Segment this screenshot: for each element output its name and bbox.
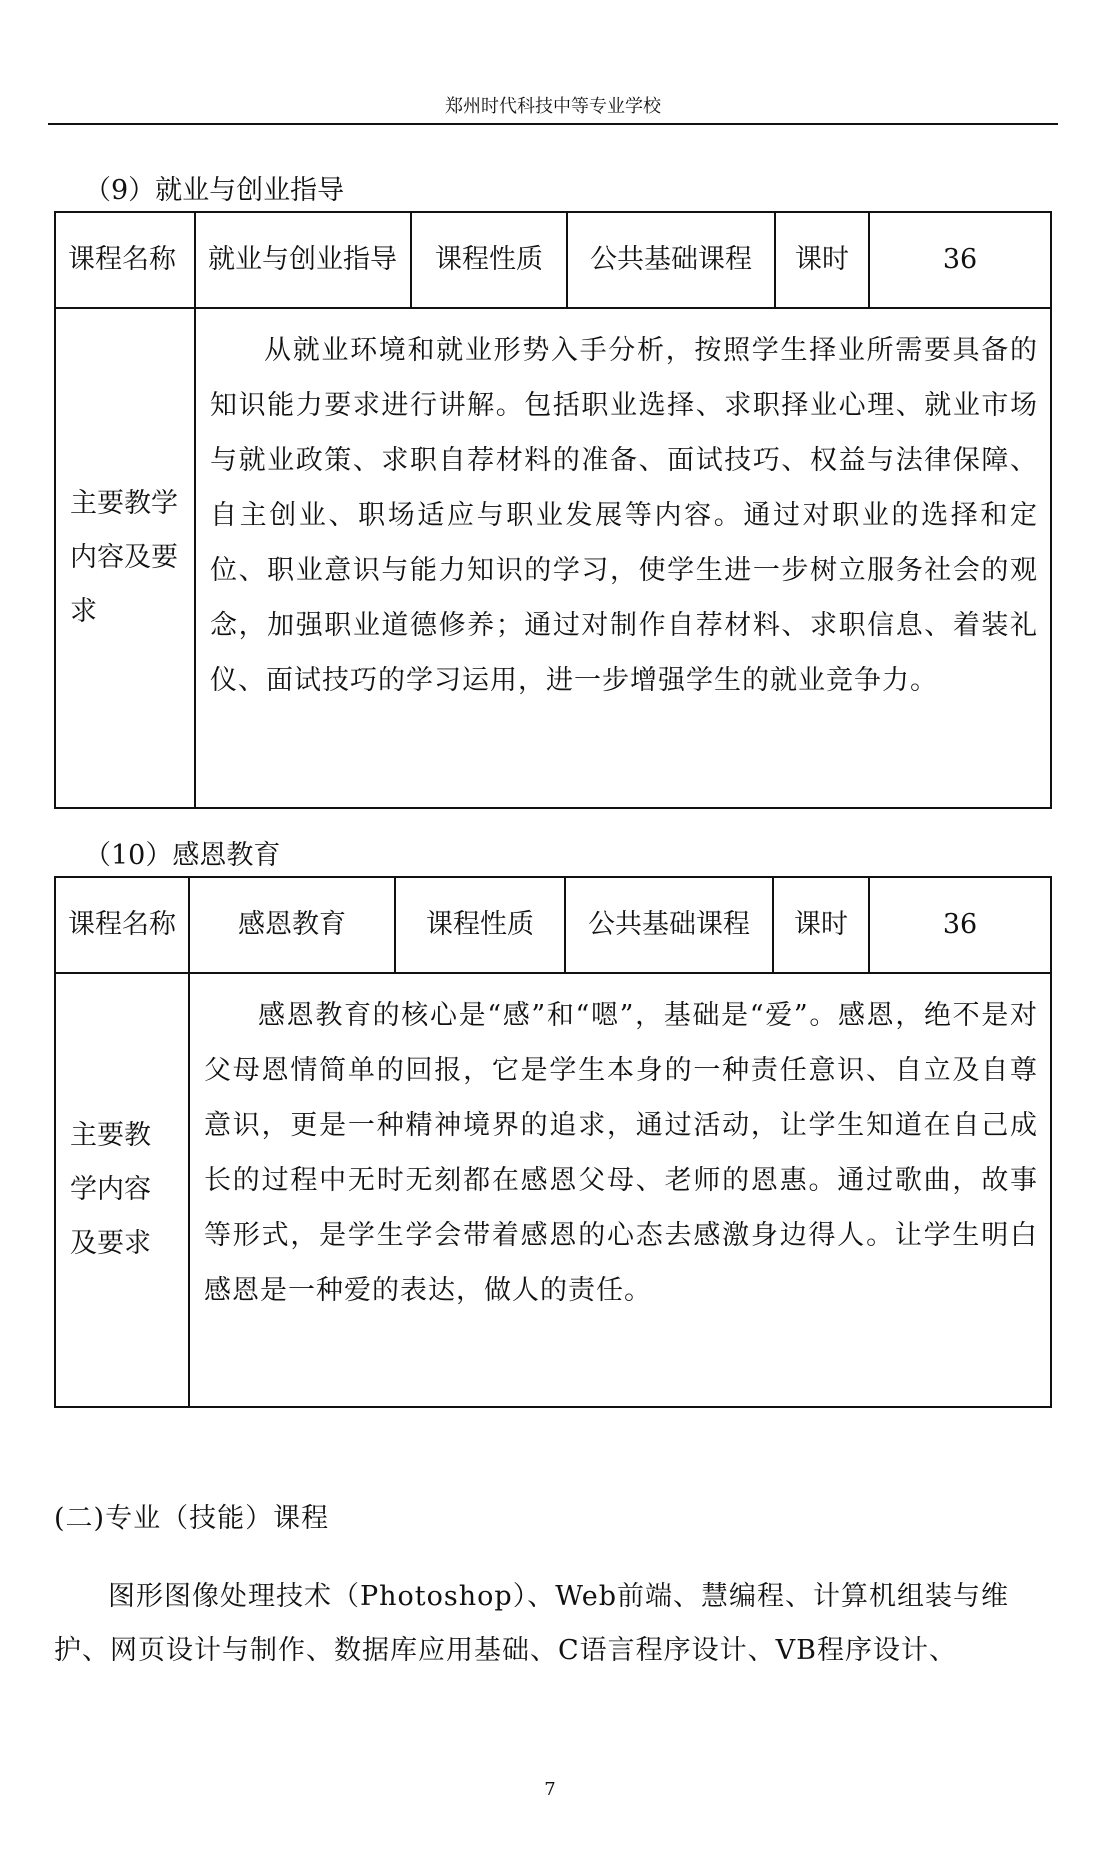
course-nature-value: 公共基础课程 xyxy=(567,212,775,308)
content-text: 感恩教育的核心是“感”和“嗯”，基础是“爱”。感恩，绝不是对父母恩情简单的回报，它是学生本身的一种责任意识、自立及自尊意识，更是一种精神境界的追求，通过活动，让学生知道在自己成长的过程中无时无刻都在感恩父母、老师的恩惠。通过歌曲，故事等形式，是学生学会带着感恩的心态去感激身边得人。让学生明白感恩是一种爱的表达，做人的责任。 xyxy=(189,973,1051,1407)
course-name-value: 就业与创业指导 xyxy=(195,212,411,308)
course-9-title: （9）就业与创业指导 xyxy=(84,175,345,206)
course-nature-value: 公共基础课程 xyxy=(565,877,773,973)
section-2-paragraph: 图形图像处理技术（Photoshop）、Web前端、慧编程、计算机组装与维护、网页设计与制作、数据库应用基础、C语言程序设计、VB程序设计、 xyxy=(54,1581,1010,1666)
content-text: 从就业环境和就业形势入手分析，按照学生择业所需要具备的知识能力要求进行讲解。包括职业选择、求职择业心理、就业市场与就业政策、求职自荐材料的准备、面试技巧、权益与法律保障、自主创业、职场适应与职业发展等内容。通过对职业的选择和定位、职业意识与能力知识的学习，使学生进一步树立服务社会的观念，加强职业道德修养；通过对制作自荐材料、求职信息、着装礼仪、面试技巧的学习运用，进一步增强学生的就业竞争力。 xyxy=(195,308,1051,808)
course-hours-label: 课时 xyxy=(775,212,869,308)
course-nature-label: 课程性质 xyxy=(395,877,565,973)
course-10-table xyxy=(54,876,1052,1408)
course-name-label: 课程名称 xyxy=(55,212,195,308)
page-header: 郑州时代科技中等专业学校 xyxy=(445,96,661,117)
course-nature-label: 课程性质 xyxy=(411,212,567,308)
course-hours-value: 36 xyxy=(869,212,1051,308)
course-10-title: （10）感恩教育 xyxy=(84,840,281,871)
course-hours-value: 36 xyxy=(869,877,1051,973)
content-label: 主要教学内容及要求 xyxy=(55,308,195,808)
course-hours-label: 课时 xyxy=(773,877,869,973)
course-name-label: 课程名称 xyxy=(55,877,189,973)
course-9-table xyxy=(54,211,1052,809)
content-label: 主要教学内容及要求 xyxy=(55,973,189,1407)
header-rule xyxy=(48,123,1058,125)
page-number: 7 xyxy=(544,1779,556,1800)
course-name-value: 感恩教育 xyxy=(189,877,395,973)
section-2-heading: (二)专业（技能）课程 xyxy=(54,1503,330,1534)
